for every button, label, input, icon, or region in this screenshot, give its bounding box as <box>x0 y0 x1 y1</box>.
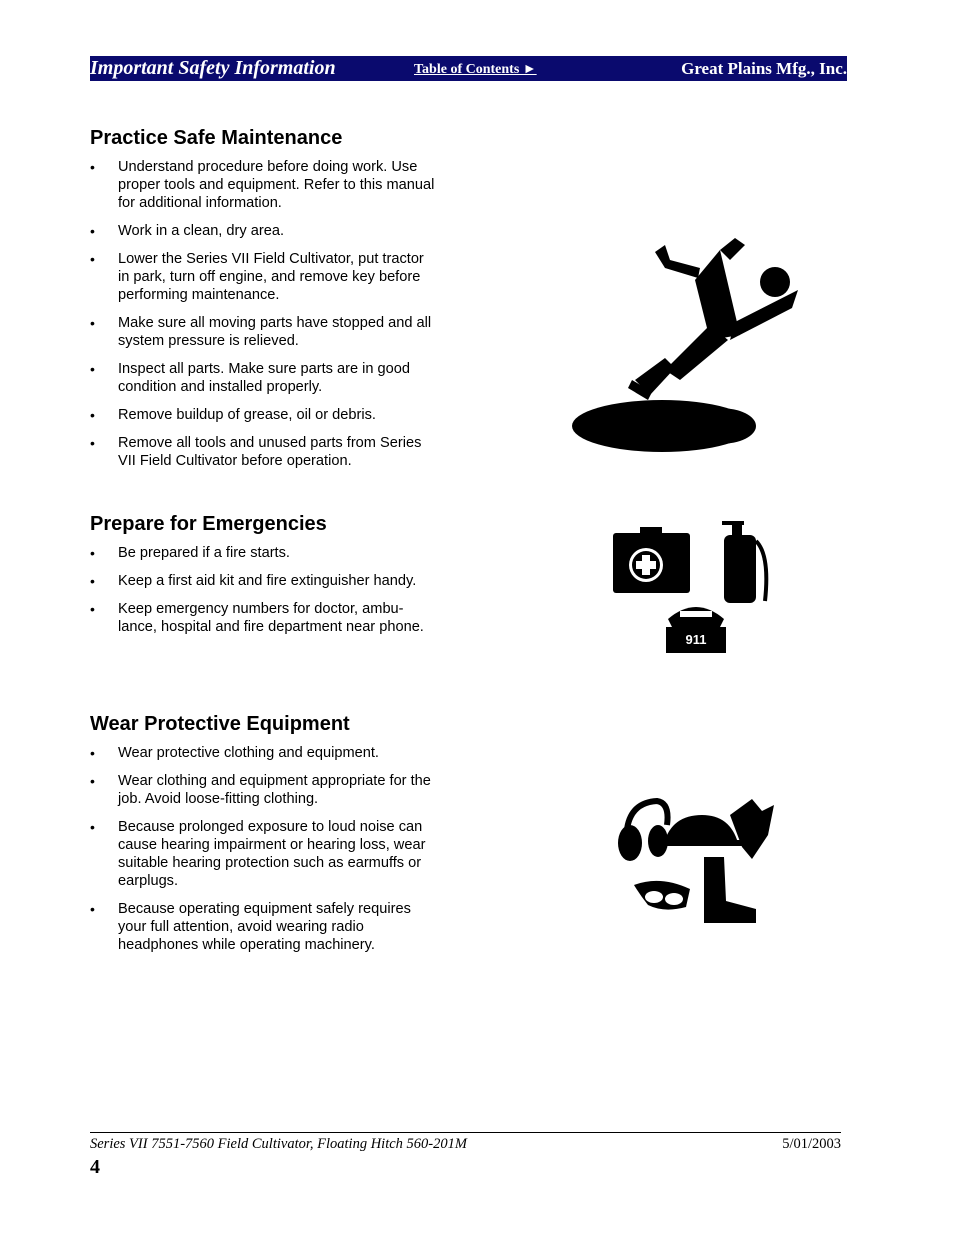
section-prepare-emergencies <box>90 512 435 646</box>
emergency-kit-icon <box>610 515 770 655</box>
list-item-text: Inspect all parts. Make sure parts are in good condition and installed properly. <box>118 361 411 395</box>
fire-extinguisher-icon <box>722 521 766 603</box>
protective-equipment-icon <box>612 795 777 930</box>
bullet-icon: • <box>90 819 95 835</box>
phone-911-label: 911 <box>685 632 707 647</box>
list-item <box>90 158 435 212</box>
list-item <box>90 314 435 350</box>
list-item <box>90 600 435 636</box>
list-item-text: Because prolonged exposure to loud noise can cause hearing impairment or hearing loss, wear suitable hearing protection such as earmuffs or earplugs. <box>118 819 426 889</box>
list-item <box>90 744 435 762</box>
list-item-text: Understand procedure before doing work. Use proper tools and equipment. Refer to this manual for additional information. <box>118 159 435 211</box>
footer-divider <box>90 1132 841 1133</box>
section-protective-equipment <box>90 712 435 964</box>
bullet-icon: • <box>90 901 95 917</box>
gloves-icon <box>730 799 774 859</box>
slip-hazard-icon <box>570 230 802 456</box>
bullet-icon: • <box>90 745 95 761</box>
list-item <box>90 406 435 424</box>
bullet-list <box>90 158 435 470</box>
bullet-icon: • <box>90 435 95 451</box>
list-item <box>90 544 435 562</box>
list-item <box>90 222 435 240</box>
bullet-list <box>90 544 435 636</box>
footer-date: 5/01/2003 <box>782 1136 841 1152</box>
work-boot-icon <box>704 857 756 923</box>
bullet-icon: • <box>90 773 95 789</box>
list-item <box>90 250 435 304</box>
bullet-icon: • <box>90 361 95 377</box>
header-bar <box>90 56 847 81</box>
list-item <box>90 572 435 590</box>
list-item-text: Wear protective clothing and equipment. <box>118 745 379 761</box>
section-heading: Wear Protective Equipment <box>90 713 350 735</box>
list-item-text: Remove buildup of grease, oil or debris. <box>118 407 376 423</box>
list-item-text: Make sure all moving parts have stopped and all system pressure is relieved. <box>118 315 432 349</box>
list-item-text: Wear clothing and equipment appropriate for the job. Avoid loose-fitting clothing. <box>118 773 431 807</box>
section-heading: Prepare for Emergencies <box>90 513 327 535</box>
list-item-text: Work in a clean, dry area. <box>118 223 285 239</box>
bullet-list <box>90 744 435 954</box>
bullet-icon: • <box>90 159 95 175</box>
section-heading: Practice Safe Maintenance <box>90 127 343 149</box>
bullet-icon: • <box>90 601 95 617</box>
bullet-icon: • <box>90 407 95 423</box>
header-title: Important Safety Information <box>90 57 336 79</box>
list-item-text: Keep a first aid kit and fire extinguisher handy. <box>118 573 417 589</box>
section-safe-maintenance <box>90 126 435 480</box>
list-item <box>90 772 435 808</box>
list-item <box>90 360 435 396</box>
bullet-icon: • <box>90 315 95 331</box>
list-item <box>90 900 435 954</box>
list-item-text: Be prepared if a fire starts. <box>118 545 290 561</box>
page-number: 4 <box>90 1156 100 1178</box>
bullet-icon: • <box>90 573 95 589</box>
footer-document-title: Series VII 7551-7560 Field Cultivator, Floating Hitch 560-201M <box>90 1136 467 1152</box>
safety-goggles-icon <box>634 881 690 910</box>
table-of-contents-link[interactable]: Table of Contents ► <box>414 62 537 77</box>
bullet-icon: • <box>90 251 95 267</box>
phone-icon <box>666 607 726 653</box>
header-company: Great Plains Mfg., Inc. <box>681 59 847 78</box>
list-item <box>90 434 435 470</box>
list-item-text: Lower the Series VII Field Cultivator, put tractor in park, turn off engine, and remove key before performing maintenance. <box>118 251 424 303</box>
list-item-text: Because operating equipment safely requires your full attention, avoid wearing radio headphones while operating machinery. <box>118 901 411 953</box>
earmuffs-icon <box>618 801 668 861</box>
list-item-text: Keep emergency numbers for doctor, ambu-lance, hospital and fire department near phone. <box>118 601 424 635</box>
list-item-text: Remove all tools and unused parts from Series VII Field Cultivator before operation. <box>118 435 422 469</box>
list-item <box>90 818 435 890</box>
bullet-icon: • <box>90 223 95 239</box>
bullet-icon: • <box>90 545 95 561</box>
